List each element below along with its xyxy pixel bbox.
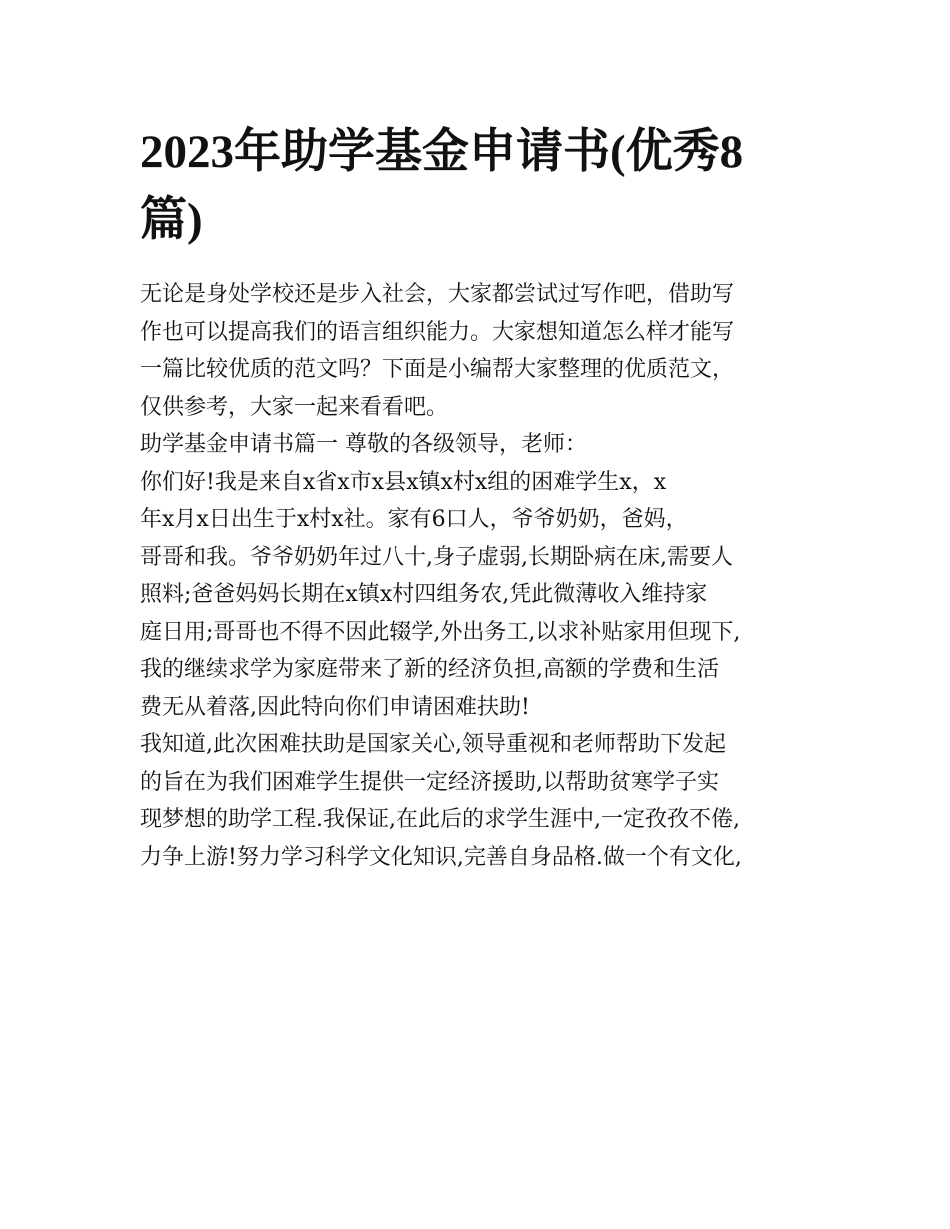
body-paragraph bbox=[140, 464, 820, 727]
title-line: 2023年助学基金申请书(优秀8 bbox=[140, 126, 744, 178]
text-line: 庭日用;哥哥也不得不因此辍学,外出务工,以求补贴家用但现下, bbox=[140, 619, 741, 645]
title-line: 篇) bbox=[140, 194, 203, 246]
document-title bbox=[140, 118, 820, 254]
text-line: 仅供参考，大家一起来看看吧。 bbox=[140, 394, 449, 420]
intro-paragraph bbox=[140, 276, 820, 426]
text-line: 一篇比较优质的范文吗？下面是小编帮大家整理的优质范文， bbox=[140, 357, 735, 382]
text-line: 你们好!我是来自x省x市x县x镇x村x组的困难学生x，x bbox=[140, 469, 667, 495]
section-heading-paragraph bbox=[140, 426, 820, 464]
text-line: 照料;爸爸妈妈长期在x镇x村四组务农,凭此微薄收入维持家 bbox=[140, 582, 708, 607]
text-line: 的旨在为我们困难学生提供一定经济援助,以帮助贫寒学子实 bbox=[140, 769, 719, 795]
text-line: 哥哥和我。爷爷奶奶年过八十,身子虚弱,长期卧病在床,需要人 bbox=[140, 544, 733, 570]
text-line: 现梦想的助学工程.我保证,在此后的求学生涯中,一定孜孜不倦, bbox=[140, 807, 740, 832]
text-line: 力争上游!努力学习科学文化知识,完善自身品格.做一个有文化, bbox=[140, 844, 742, 870]
text-line: 助学基金申请书篇一 尊敬的各级领导，老师： bbox=[140, 432, 587, 457]
text-line: 我知道,此次困难扶助是国家关心,领导重视和老师帮助下发起 bbox=[140, 732, 726, 757]
document-page bbox=[140, 118, 820, 876]
text-line: 年x月x日出生于x村x社。家有6口人，爷爷奶奶，爸妈， bbox=[140, 507, 688, 532]
text-line: 费无从着落,因此特向你们申请困难扶助! bbox=[140, 694, 530, 720]
text-line: 我的继续求学为家庭带来了新的经济负担,高额的学费和生活 bbox=[140, 657, 719, 682]
text-line: 无论是身处学校还是步入社会，大家都尝试过写作吧，借助写 bbox=[140, 282, 735, 307]
text-line: 作也可以提高我们的语言组织能力。大家想知道怎么样才能写 bbox=[140, 319, 735, 345]
body-paragraph bbox=[140, 726, 820, 876]
